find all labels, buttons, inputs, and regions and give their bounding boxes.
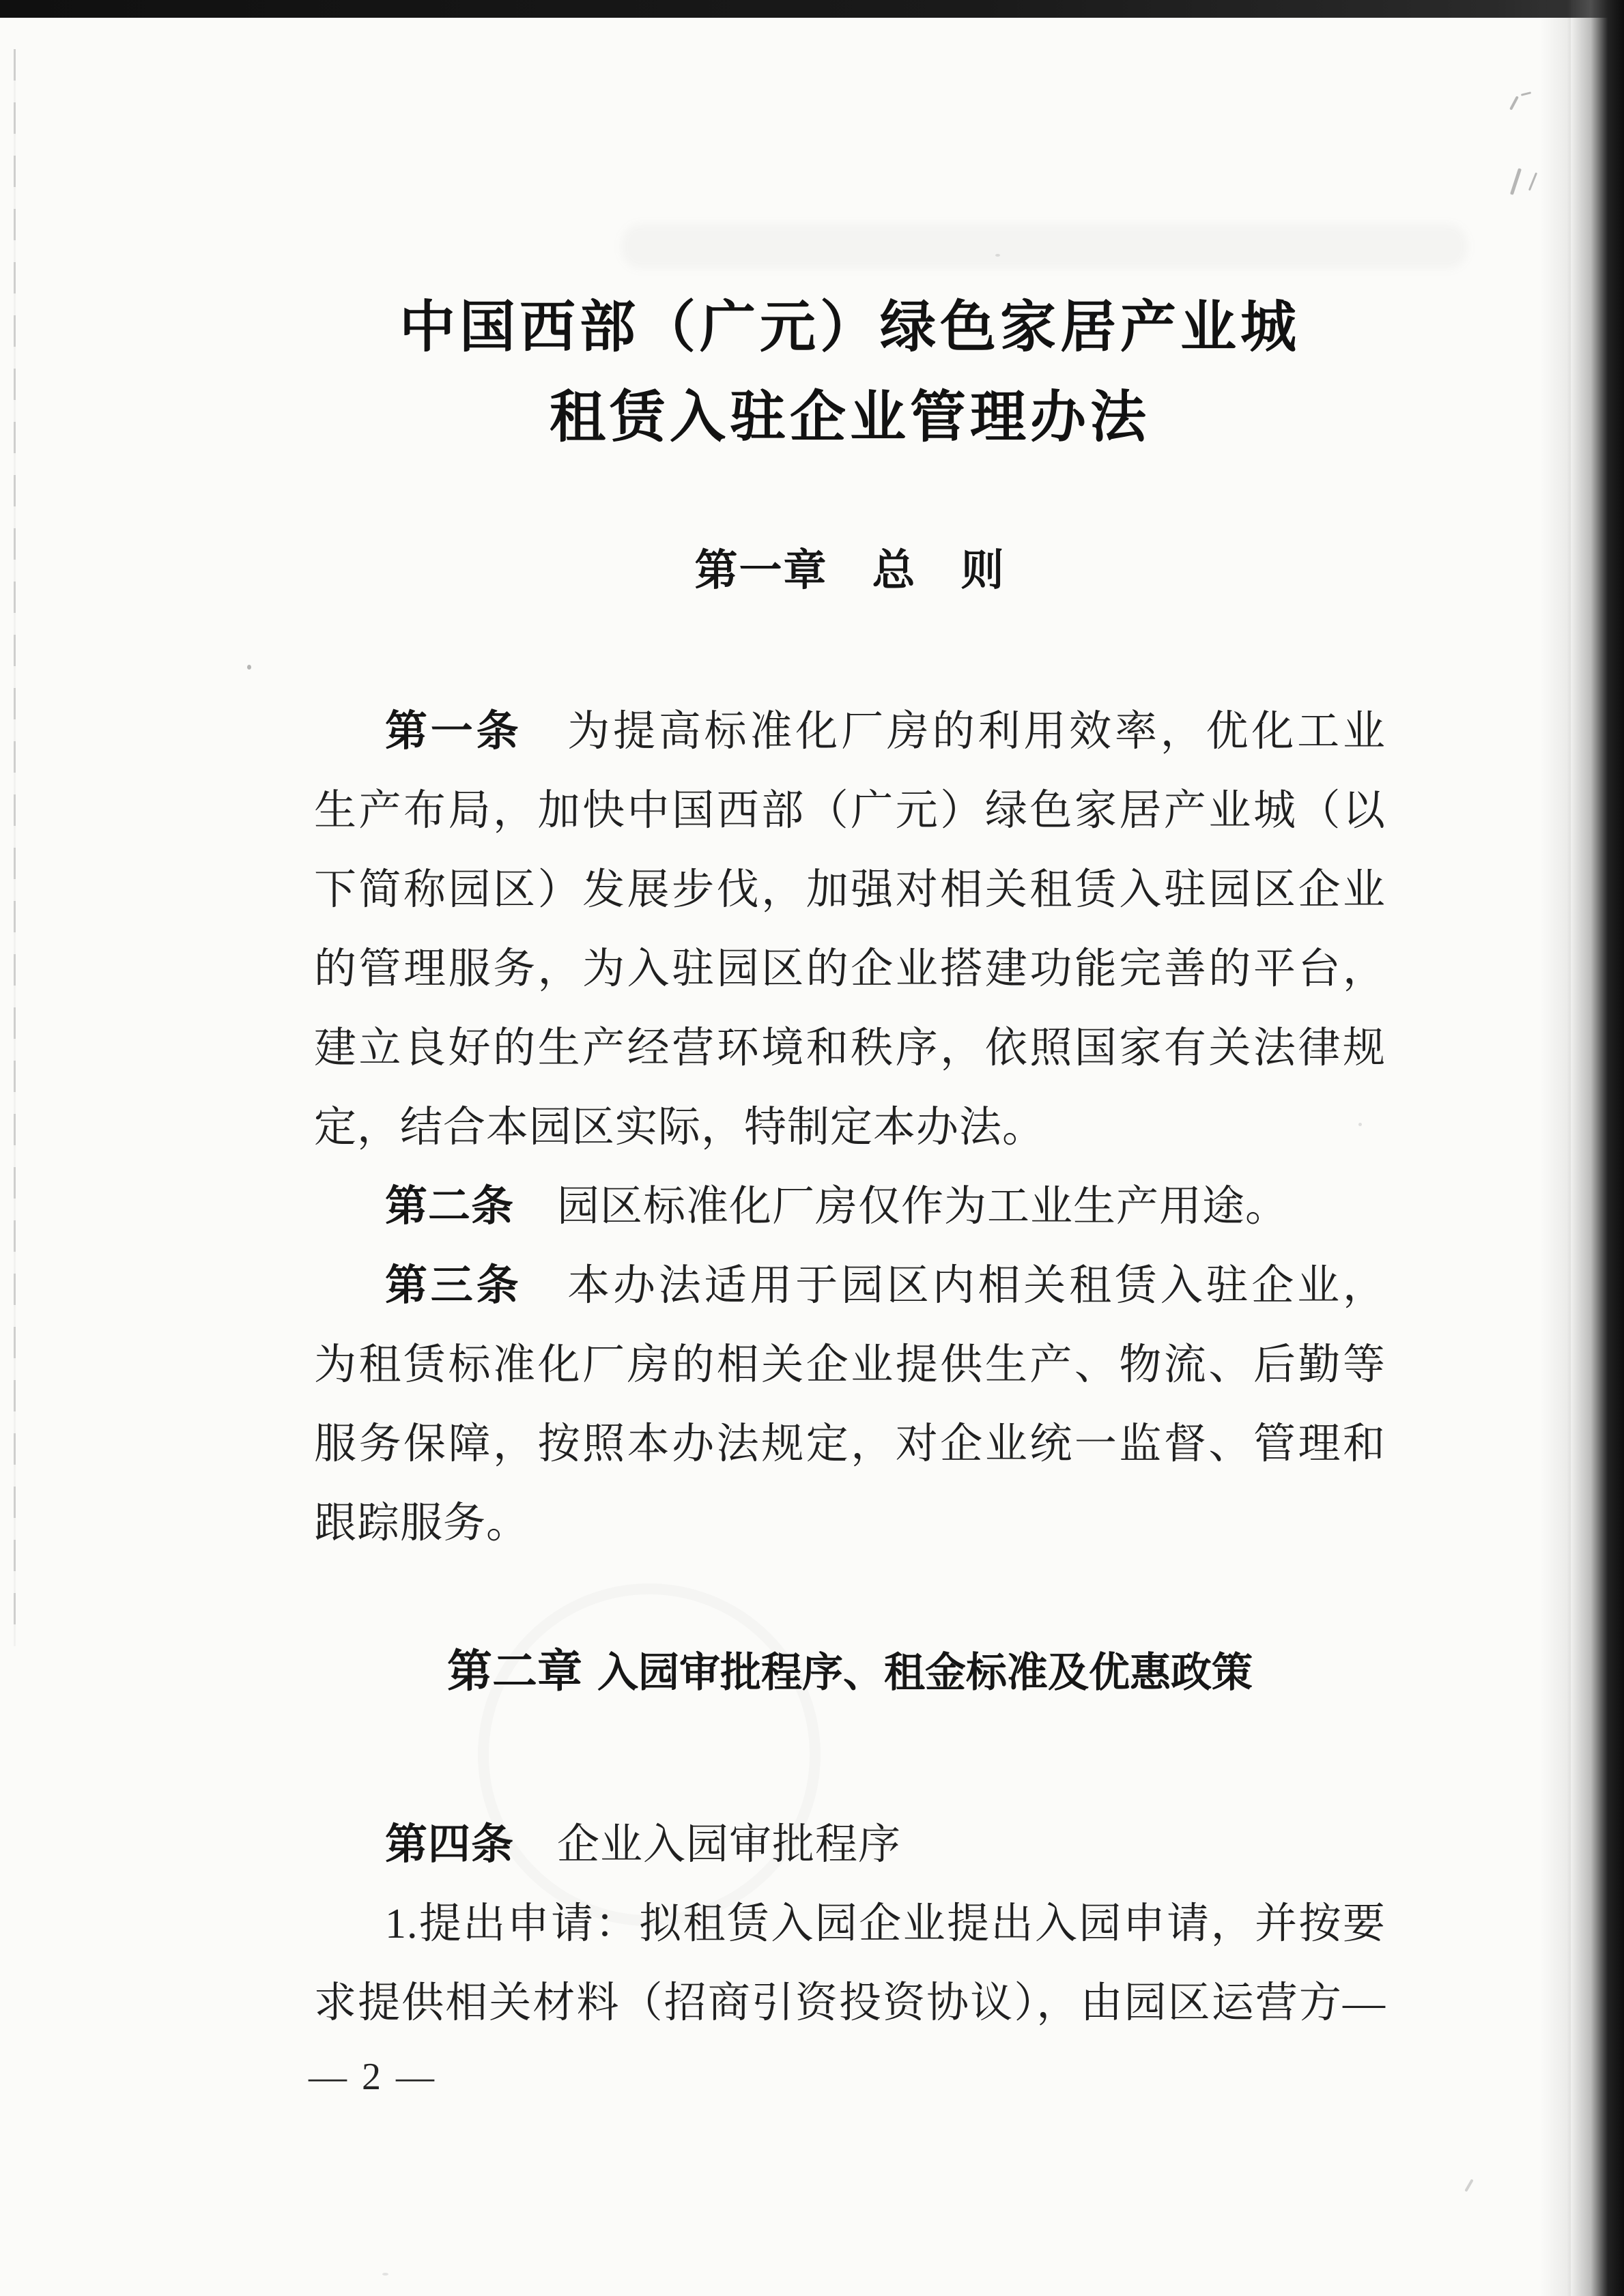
body-line xyxy=(314,1325,1386,1405)
line-text: 下简称园区）发展步伐，加强对相关租赁入驻园区企业 xyxy=(314,867,1386,913)
article-1-number: 第一条 xyxy=(385,708,522,755)
line-text: 企业入园审批程序 xyxy=(514,1822,902,1868)
pen-mark xyxy=(1464,2179,1473,2192)
line-text: 园区标准化厂房仅作为工业生产用途。 xyxy=(514,1183,1289,1230)
article-4-number: 第四条 xyxy=(385,1821,515,1868)
line-text: 生产布局，加快中国西部（广元）绿色家居产业城（以 xyxy=(314,788,1386,834)
pen-mark xyxy=(1510,168,1522,195)
line-text: 服务保障，按照本办法规定，对企业统一监督、管理和 xyxy=(314,1421,1386,1467)
line-text: 为提高标准化厂房的利用效率，优化工业 xyxy=(522,708,1386,755)
chapter-1-body xyxy=(314,692,1386,1563)
pen-mark xyxy=(1521,91,1531,96)
body-line xyxy=(314,1246,1386,1325)
body-line xyxy=(314,850,1386,930)
chapter-2-number: 第二章 xyxy=(447,1646,582,1696)
line-text: 1.提出申请：拟租赁入园企业提出入园申请，并按要 xyxy=(385,1901,1386,1947)
body-line xyxy=(314,1167,1386,1246)
body-line xyxy=(314,1009,1386,1088)
chapter-2-body xyxy=(314,1805,1386,2043)
document-title xyxy=(314,283,1386,463)
body-line xyxy=(314,1088,1386,1167)
ink-bleed-smudge xyxy=(621,224,1468,269)
line-text: 求提供相关材料（招商引资投资协议），由园区运营方— xyxy=(314,1980,1386,2026)
line-text: 跟踪服务。 xyxy=(314,1500,530,1547)
line-text: 为租赁标准化厂房的相关企业提供生产、物流、后勤等 xyxy=(314,1342,1386,1388)
pen-mark xyxy=(1528,172,1537,190)
dust-speck xyxy=(382,2273,388,2276)
body-line xyxy=(314,1884,1386,1964)
body-line xyxy=(314,771,1386,850)
line-text: 本办法适用于园区内相关租赁入驻企业， xyxy=(522,1263,1386,1309)
line-text: 建立良好的生产经营环境和秩序，依照国家有关法律规 xyxy=(314,1025,1386,1072)
body-line xyxy=(314,1484,1386,1563)
body-line xyxy=(314,930,1386,1009)
scan-left-crease xyxy=(14,49,16,1646)
body-line xyxy=(314,1805,1386,1884)
body-line xyxy=(314,1405,1386,1484)
chapter-2-heading xyxy=(314,1644,1386,1700)
line-text: 定，结合本园区实际，特制定本办法。 xyxy=(314,1104,1046,1151)
body-line xyxy=(314,692,1386,771)
page-number: — 2 — xyxy=(309,2056,437,2098)
body-line xyxy=(314,1964,1386,2043)
document-title-line2: 租赁入驻企业管理办法 xyxy=(549,386,1150,448)
document-title-line1: 中国西部（广元）绿色家居产业城 xyxy=(399,296,1300,358)
pen-mark xyxy=(1509,96,1519,110)
chapter-1-heading: 第一章 总 则 xyxy=(694,547,1006,594)
chapter-2-title: 入园审批程序、租金标准及优惠政策 xyxy=(597,1650,1253,1695)
article-3-number: 第三条 xyxy=(385,1262,522,1309)
dust-speck xyxy=(247,665,251,670)
article-2-number: 第二条 xyxy=(385,1183,515,1230)
dust-speck xyxy=(995,254,1000,257)
line-text: 的管理服务，为入驻园区的企业搭建功能完善的平台， xyxy=(314,946,1386,992)
scan-top-edge xyxy=(0,0,1624,18)
scan-right-edge xyxy=(1567,0,1624,2296)
